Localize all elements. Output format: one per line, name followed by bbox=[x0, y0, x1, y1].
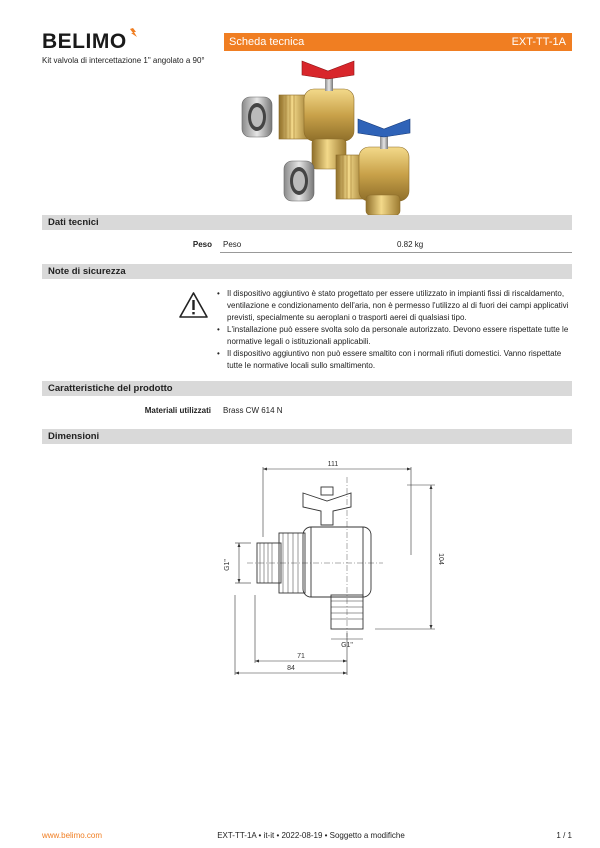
section-product-features: Caratteristiche del prodotto bbox=[42, 381, 572, 396]
section-dimensions: Dimensioni bbox=[42, 429, 572, 444]
row-name-materials: Materiali utilizzati bbox=[144, 406, 211, 415]
dim-label-thread-bottom: G1" bbox=[341, 642, 353, 649]
row-divider bbox=[220, 252, 572, 253]
logo-flame-icon bbox=[128, 28, 138, 38]
product-photo bbox=[224, 55, 424, 215]
belimo-logo bbox=[42, 30, 138, 54]
safety-notes-list bbox=[217, 288, 572, 372]
model-number: EXT-TT-1A bbox=[511, 36, 566, 48]
section-safety-notes: Note di sicurezza bbox=[42, 264, 572, 279]
doc-type: Scheda tecnica bbox=[229, 36, 305, 48]
row-value-materials: Brass CW 614 N bbox=[223, 406, 283, 415]
footer-info: EXT-TT-1A • it-it • 2022-08-19 • Soggetto a modifiche bbox=[217, 831, 405, 840]
section-technical-data: Dati tecnici bbox=[42, 215, 572, 230]
logo-text: BELIMO bbox=[42, 30, 127, 53]
safety-note: • Il dispositivo aggiuntivo è stato progettato per essere utilizzato in impianti fissi di riscaldamento, ventilazione e condizionamento dell'aria, non è permesso l'utilizzo al di fuori dei campi applicativi previsti, specialmente su aeroplani o trasporti aerei di qualsiasi tipo. bbox=[217, 288, 572, 324]
dimension-drawing bbox=[215, 455, 445, 680]
dim-label-111: 111 bbox=[327, 461, 339, 468]
row-group-peso: Peso bbox=[192, 240, 212, 249]
dim-label-104: 104 bbox=[437, 553, 444, 565]
footer-website-link[interactable]: www.belimo.com bbox=[42, 831, 103, 840]
row-name-peso: Peso bbox=[223, 240, 242, 249]
row-value-peso: 0.82 kg bbox=[397, 240, 424, 249]
product-subtitle: Kit valvola di intercettazione 1" angolato a 90° bbox=[42, 56, 205, 65]
dim-label-84: 84 bbox=[287, 665, 295, 672]
dim-label-thread-left: G1" bbox=[224, 559, 231, 571]
safety-note: • Il dispositivo aggiuntivo non può essere smaltito con i normali rifiuti domestici. Vanno rispettate tutte le normative locali sullo smaltimento. bbox=[217, 348, 572, 372]
header-bar bbox=[224, 33, 572, 51]
safety-note: • L'installazione può essere svolta solo da personale autorizzato. Devono essere rispettate tutte le normative legali o istituzionali applicabili. bbox=[217, 324, 572, 348]
warning-icon bbox=[178, 291, 209, 319]
footer-page-number: 1 / 1 bbox=[556, 831, 572, 840]
dim-label-71: 71 bbox=[297, 653, 305, 660]
